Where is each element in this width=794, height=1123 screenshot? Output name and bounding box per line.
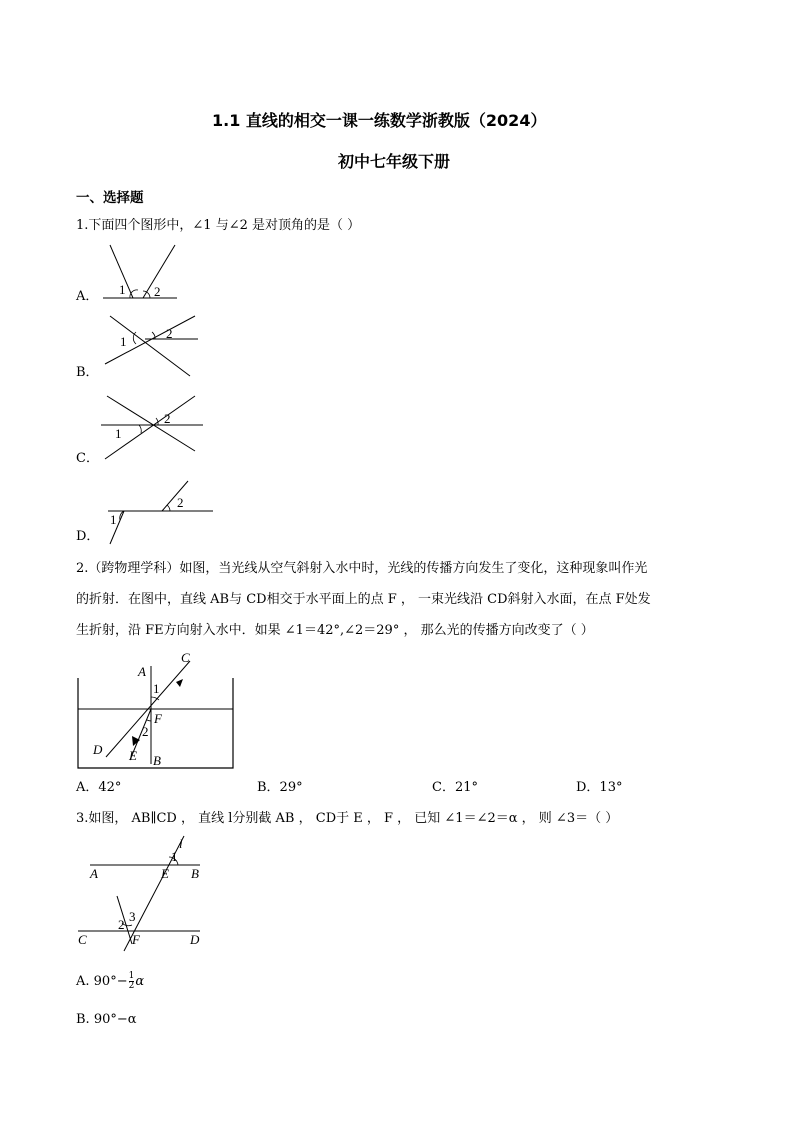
label-1: 1 bbox=[171, 849, 178, 864]
arrow-incident bbox=[176, 679, 183, 687]
angle-arc bbox=[156, 418, 158, 425]
q1-option-d: D． bbox=[76, 529, 100, 544]
page-subtitle: 初中七年级下册 bbox=[338, 152, 451, 171]
label-l: l bbox=[179, 836, 183, 851]
choice-a-prefix: A. 90°− bbox=[76, 974, 128, 989]
fraction-denominator: 2 bbox=[128, 981, 135, 991]
angle-label-2: 2 bbox=[154, 284, 161, 299]
fig-line bbox=[105, 316, 195, 364]
q3-figure bbox=[72, 834, 212, 952]
q1-figure-a bbox=[95, 243, 185, 303]
fraction bbox=[129, 972, 135, 991]
q2-choice-b: B．29° bbox=[257, 780, 303, 795]
angle-label-1: 1 bbox=[110, 512, 117, 527]
label-a: A bbox=[90, 866, 98, 881]
fig-line bbox=[107, 396, 195, 451]
q1-figure-c bbox=[95, 393, 210, 463]
label-1: 1 bbox=[153, 681, 160, 696]
fig-line bbox=[162, 481, 188, 511]
angle-label-2: 2 bbox=[164, 411, 171, 426]
section-heading: 一、选择题 bbox=[76, 190, 144, 206]
angle-label-2: 2 bbox=[177, 495, 184, 510]
label-e: E bbox=[161, 866, 169, 881]
fraction-numerator: 1 bbox=[128, 971, 135, 981]
label-2: 2 bbox=[142, 724, 149, 739]
angle-label-1: 1 bbox=[120, 334, 127, 349]
label-d: D bbox=[93, 742, 103, 757]
angle-arc bbox=[167, 505, 170, 511]
label-e: E bbox=[129, 748, 137, 763]
label-d: D bbox=[190, 932, 200, 947]
q3-choice-b: B. 90°−α bbox=[76, 1012, 137, 1027]
q1-option-c: C． bbox=[76, 451, 99, 466]
page-title: 1.1 直线的相交一课一练数学浙教版（2024） bbox=[212, 111, 547, 130]
label-b: B bbox=[191, 866, 199, 881]
angle-arc bbox=[139, 425, 141, 433]
q2-figure bbox=[72, 646, 242, 774]
label-f: F bbox=[154, 711, 162, 726]
q1-figure-d bbox=[100, 478, 215, 546]
label-c: C bbox=[181, 650, 190, 665]
q2-choice-d: D．13° bbox=[576, 780, 623, 795]
choice-a-suffix: α bbox=[135, 974, 145, 989]
q1-stem: 1.下面四个图形中，∠1 与∠2 是对顶角的是（ ） bbox=[76, 218, 361, 233]
q3-stem: 3.如图， AB∥CD ， 直线 l分别截 AB ， CD于 E ， F ， 已知 ∠1＝∠2＝α ， 则 ∠3＝（ ） bbox=[76, 811, 619, 826]
q1-option-b: B． bbox=[76, 365, 99, 380]
q3-choice-a bbox=[76, 972, 144, 991]
angle-label-2: 2 bbox=[166, 326, 173, 341]
q2-line-3: 生折射，沿 FE方向射入水中．如果 ∠1＝42°,∠2＝29° ， 那么光的传播方向改变了（ ） bbox=[76, 623, 594, 638]
angle-arc-2 bbox=[147, 720, 151, 721]
q2-choice-a: A．42° bbox=[76, 780, 122, 795]
label-c: C bbox=[78, 932, 87, 947]
label-a: A bbox=[138, 664, 146, 679]
label-3: 3 bbox=[129, 909, 136, 924]
q2-choice-c: C．21° bbox=[432, 780, 478, 795]
angle-label-1: 1 bbox=[115, 426, 122, 441]
q1-option-a: A． bbox=[76, 289, 99, 304]
q1-figure-b bbox=[100, 310, 210, 380]
angle-label-1: 1 bbox=[119, 282, 126, 297]
q2-line-2: 的折射．在图中，直线 AB与 CD相交于水平面上的点 F ， 一束光线沿 CD斜射入水面，在点 F处发 bbox=[76, 592, 651, 607]
label-2: 2 bbox=[118, 917, 125, 932]
label-b: B bbox=[153, 753, 161, 768]
label-f: F bbox=[132, 932, 140, 947]
q2-line-1: 2.（跨物理学科）如图，当光线从空气斜射入水中时，光线的传播方向发生了变化，这种现象叫作光 bbox=[76, 561, 648, 576]
